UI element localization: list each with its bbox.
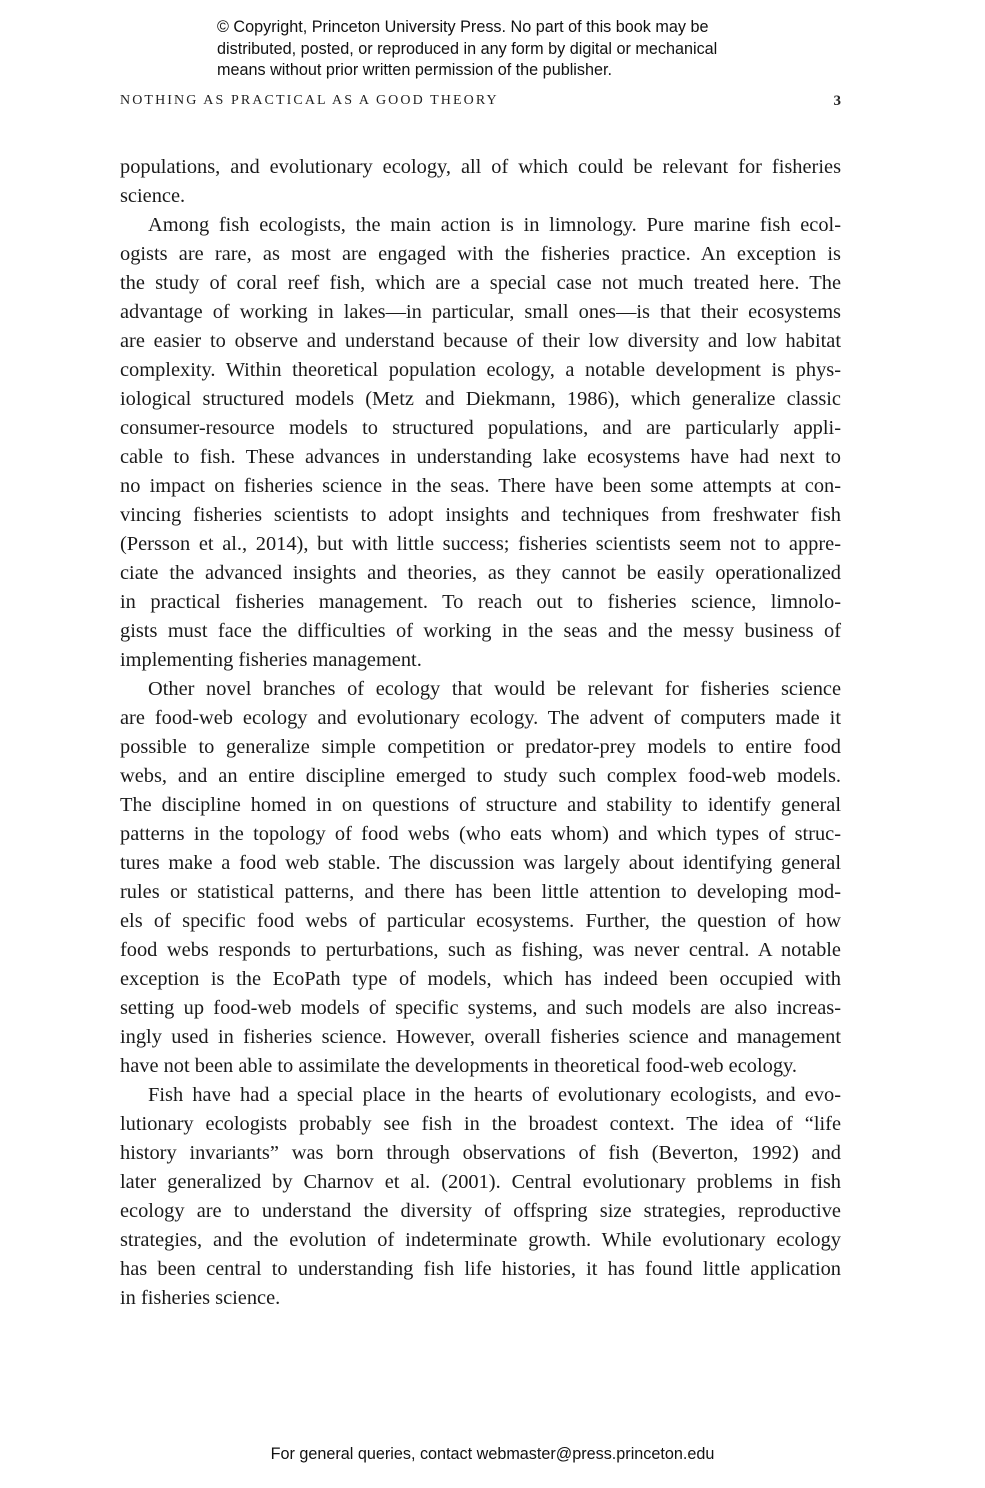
text-line: the study of coral reef fish, which are a special case not much treated here. The — [120, 272, 841, 294]
paragraph — [120, 153, 841, 211]
text-line: no impact on fisheries science in the seas. There have been some attempts at con- — [120, 475, 841, 497]
text-line: has been central to understanding fish life histories, it has found little application — [120, 1258, 841, 1280]
paragraph — [120, 1081, 841, 1313]
text-line: Among fish ecologists, the main action is in limnology. Pure marine fish ecol- — [148, 214, 841, 236]
text-line: science. — [120, 185, 186, 207]
text-line: are easier to observe and understand because of their low diversity and low habitat — [120, 330, 841, 352]
text-line: gists must face the difficulties of working in the seas and the messy business of — [120, 620, 841, 642]
text-line: ecology are to understand the diversity of offspring size strategies, reproductive — [120, 1200, 841, 1222]
running-head — [120, 93, 841, 113]
text-line: patterns in the topology of food webs (who eats whom) and which types of struc- — [120, 823, 841, 845]
text-line: vincing fisheries scientists to adopt insights and techniques from freshwater fish — [120, 504, 841, 526]
running-head-title: NOTHING AS PRACTICAL AS A GOOD THEORY — [120, 93, 499, 108]
text-line: els of specific food webs of particular ecosystems. Further, the question of how — [120, 910, 841, 932]
text-line: ciate the advanced insights and theories, as they cannot be easily operationalized — [120, 562, 841, 584]
paragraph — [120, 211, 841, 675]
text-line: tures make a food web stable. The discussion was largely about identifying general — [120, 852, 841, 874]
copyright-line: distributed, posted, or reproduced in any form by digital or mechanical — [217, 39, 718, 58]
text-line: ingly used in fisheries science. However, overall fisheries science and management — [120, 1026, 841, 1048]
text-line: setting up food-web models of specific systems, and such models are also increas- — [120, 997, 841, 1019]
text-line: Other novel branches of ecology that would be relevant for fisheries science — [148, 678, 841, 700]
text-line: ogists are rare, as most are engaged with the fisheries practice. An exception is — [120, 243, 841, 265]
text-line: exception is the EcoPath type of models, which has indeed been occupied with — [120, 968, 841, 990]
text-line: webs, and an entire discipline emerged to study such complex food-web models. — [120, 765, 841, 787]
text-line: food webs responds to perturbations, such as fishing, was never central. A notable — [120, 939, 841, 961]
text-line: later generalized by Charnov et al. (2001). Central evolutionary problems in fish — [120, 1171, 841, 1193]
text-line: cable to fish. These advances in understanding lake ecosystems have had next to — [120, 446, 841, 468]
text-line: The discipline homed in on questions of structure and stability to identify general — [120, 794, 841, 816]
text-line: in fisheries science. — [120, 1287, 281, 1309]
text-line: history invariants” was born through observations of fish (Beverton, 1992) and — [120, 1142, 841, 1164]
text-line: Fish have had a special place in the hearts of evolutionary ecologists, and evo- — [148, 1084, 841, 1106]
text-line: consumer-resource models to structured populations, and are particularly appli- — [120, 417, 841, 439]
copyright-line: © Copyright, Princeton University Press. No part of this book may be — [217, 18, 709, 36]
text-line: implementing fisheries management. — [120, 649, 422, 671]
text-line: in practical fisheries management. To reach out to fisheries science, limnolo- — [120, 591, 841, 613]
text-line: rules or statistical patterns, and there has been little attention to developing mod- — [120, 881, 841, 903]
text-line: populations, and evolutionary ecology, all of which could be relevant for fisheries — [120, 156, 841, 178]
text-line: strategies, and the evolution of indeterminate growth. While evolutionary ecology — [120, 1229, 841, 1251]
text-line: lutionary ecologists probably see fish in the broadest context. The idea of “life — [120, 1113, 841, 1135]
text-line: iological structured models (Metz and Diekmann, 1986), which generalize classic — [120, 388, 841, 410]
copyright-notice — [217, 17, 817, 82]
text-line: are food-web ecology and evolutionary ecology. The advent of computers made it — [120, 707, 841, 729]
paragraph — [120, 675, 841, 1081]
copyright-line: means without prior written permission of the publisher. — [217, 61, 612, 79]
text-line: advantage of working in lakes—in particular, small ones—is that their ecosystems — [120, 301, 841, 323]
page-number: 3 — [833, 93, 841, 109]
footer-contact: For general queries, contact webmaster@press.princeton.edu — [270, 1445, 715, 1463]
text-line: have not been able to assimilate the developments in theoretical food-web ecology. — [120, 1055, 798, 1077]
body-text — [120, 153, 841, 1313]
text-line: possible to generalize simple competition or predator-prey models to entire food — [120, 736, 841, 758]
text-line: complexity. Within theoretical population ecology, a notable development is phys- — [120, 359, 841, 381]
text-line: (Persson et al., 2014), but with little success; fisheries scientists seem not to appre- — [120, 533, 841, 555]
